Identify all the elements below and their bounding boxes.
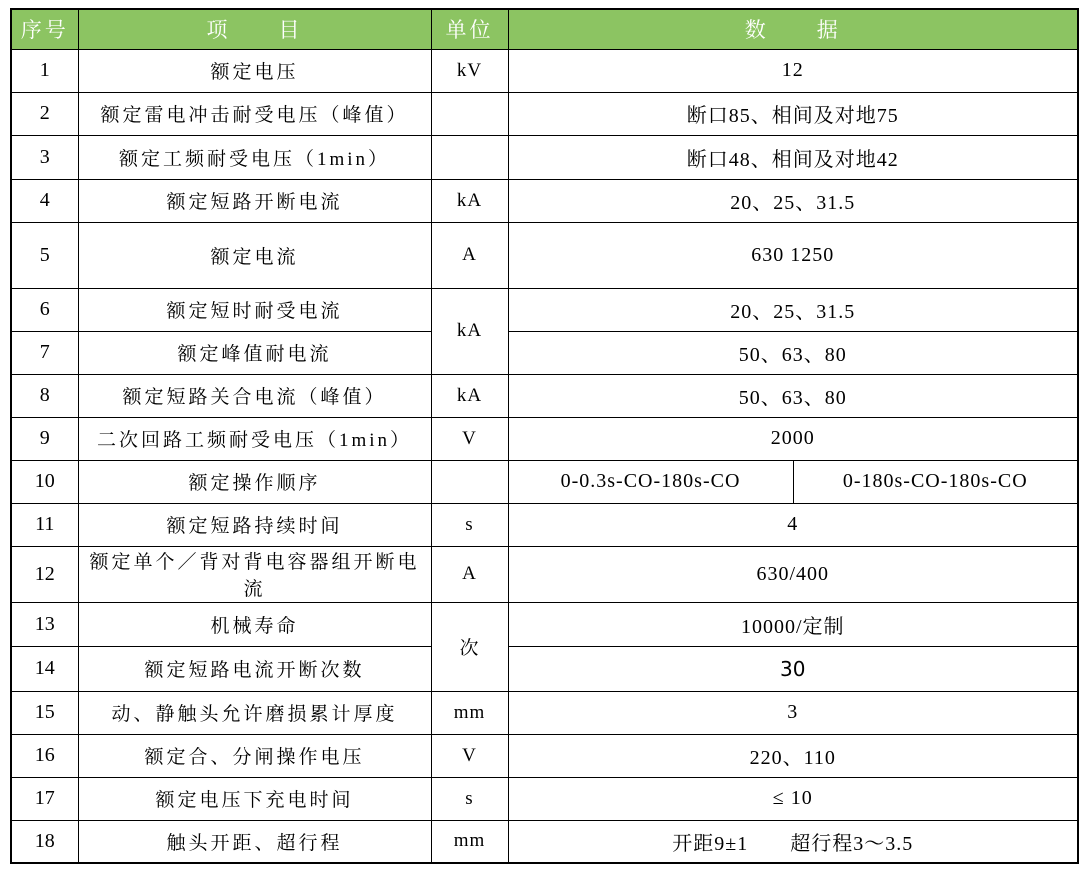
- serial-cell: 8: [11, 374, 78, 417]
- unit-cell: A: [431, 546, 508, 602]
- table-row: [11, 646, 1078, 691]
- serial-cell: 7: [11, 331, 78, 374]
- unit-cell: kV: [431, 49, 508, 92]
- data-cell: 断口48、相间及对地42: [508, 135, 1078, 179]
- table-row: [11, 602, 1078, 646]
- serial-cell: 9: [11, 417, 78, 460]
- data-cell: 20、25、31.5: [508, 179, 1078, 222]
- unit-cell: V: [431, 734, 508, 777]
- serial-cell: 15: [11, 691, 78, 734]
- data-cell: 开距9±1 超行程3～3.5: [508, 820, 1078, 863]
- data-cell: 0-0.3s-CO-180s-CO: [508, 460, 793, 503]
- serial-cell: 12: [11, 546, 78, 602]
- unit-cell: [431, 460, 508, 503]
- item-cell: 额定短时耐受电流: [78, 288, 431, 331]
- data-cell: 220、110: [508, 734, 1078, 777]
- serial-cell: 14: [11, 646, 78, 691]
- col-header-data: 数 据: [508, 9, 1078, 49]
- col-header-item: 项 目: [78, 9, 431, 49]
- item-cell: 机械寿命: [78, 602, 431, 646]
- data-cell: 断口85、相间及对地75: [508, 92, 1078, 135]
- unit-cell: s: [431, 503, 508, 546]
- table-row: [11, 331, 1078, 374]
- col-header-unit: 单位: [431, 9, 508, 49]
- unit-cell: kA: [431, 374, 508, 417]
- serial-cell: 4: [11, 179, 78, 222]
- table-row: [11, 460, 1078, 503]
- item-cell: 动、静触头允许磨损累计厚度: [78, 691, 431, 734]
- unit-cell: mm: [431, 820, 508, 863]
- item-cell: 额定短路开断电流: [78, 179, 431, 222]
- spec-table: [10, 8, 1079, 864]
- data-cell: 50、63、80: [508, 374, 1078, 417]
- item-cell: 额定操作顺序: [78, 460, 431, 503]
- serial-cell: 18: [11, 820, 78, 863]
- table-row: [11, 92, 1078, 135]
- table-row: [11, 734, 1078, 777]
- unit-cell: kA: [431, 288, 508, 374]
- table-row: [11, 374, 1078, 417]
- unit-cell: kA: [431, 179, 508, 222]
- data-cell: 30: [508, 646, 1078, 691]
- unit-cell: mm: [431, 691, 508, 734]
- unit-cell: [431, 135, 508, 179]
- data-cell: 20、25、31.5: [508, 288, 1078, 331]
- data-cell: 3: [508, 691, 1078, 734]
- data-cell: 10000/定制: [508, 602, 1078, 646]
- unit-cell: A: [431, 222, 508, 288]
- unit-cell: V: [431, 417, 508, 460]
- data-cell: 2000: [508, 417, 1078, 460]
- item-cell: 额定雷电冲击耐受电压（峰值）: [78, 92, 431, 135]
- table-row: [11, 546, 1078, 602]
- data-cell: 0-180s-CO-180s-CO: [793, 460, 1078, 503]
- item-cell: 额定短路电流开断次数: [78, 646, 431, 691]
- item-cell: 二次回路工频耐受电压（1min）: [78, 417, 431, 460]
- serial-cell: 17: [11, 777, 78, 820]
- serial-cell: 1: [11, 49, 78, 92]
- item-cell: 额定电压下充电时间: [78, 777, 431, 820]
- item-cell: 额定单个／背对背电容器组开断电流: [78, 546, 431, 602]
- table-row: [11, 820, 1078, 863]
- serial-cell: 13: [11, 602, 78, 646]
- col-header-serial: 序号: [11, 9, 78, 49]
- item-cell: 触头开距、超行程: [78, 820, 431, 863]
- table-row: [11, 777, 1078, 820]
- data-cell: 50、63、80: [508, 331, 1078, 374]
- table-row: [11, 288, 1078, 331]
- data-cell: ≤ 10: [508, 777, 1078, 820]
- serial-cell: 6: [11, 288, 78, 331]
- serial-cell: 5: [11, 222, 78, 288]
- serial-cell: 11: [11, 503, 78, 546]
- header-row: [11, 9, 1078, 49]
- table-row: [11, 222, 1078, 288]
- item-cell: 额定电流: [78, 222, 431, 288]
- unit-cell: s: [431, 777, 508, 820]
- item-cell: 额定短路关合电流（峰值）: [78, 374, 431, 417]
- serial-cell: 10: [11, 460, 78, 503]
- item-cell: 额定工频耐受电压（1min）: [78, 135, 431, 179]
- serial-cell: 16: [11, 734, 78, 777]
- serial-cell: 3: [11, 135, 78, 179]
- table-row: [11, 691, 1078, 734]
- table-row: [11, 49, 1078, 92]
- table-row: [11, 135, 1078, 179]
- item-cell: 额定合、分闸操作电压: [78, 734, 431, 777]
- serial-cell: 2: [11, 92, 78, 135]
- item-cell: 额定峰值耐电流: [78, 331, 431, 374]
- data-cell: 630/400: [508, 546, 1078, 602]
- item-cell: 额定电压: [78, 49, 431, 92]
- data-cell: 4: [508, 503, 1078, 546]
- item-cell: 额定短路持续时间: [78, 503, 431, 546]
- unit-cell: 次: [431, 602, 508, 691]
- table-row: [11, 417, 1078, 460]
- data-cell: 630 1250: [508, 222, 1078, 288]
- table-row: [11, 179, 1078, 222]
- table-row: [11, 503, 1078, 546]
- table-body: [11, 49, 1078, 863]
- data-cell: 12: [508, 49, 1078, 92]
- unit-cell: [431, 92, 508, 135]
- table-header: [11, 9, 1078, 49]
